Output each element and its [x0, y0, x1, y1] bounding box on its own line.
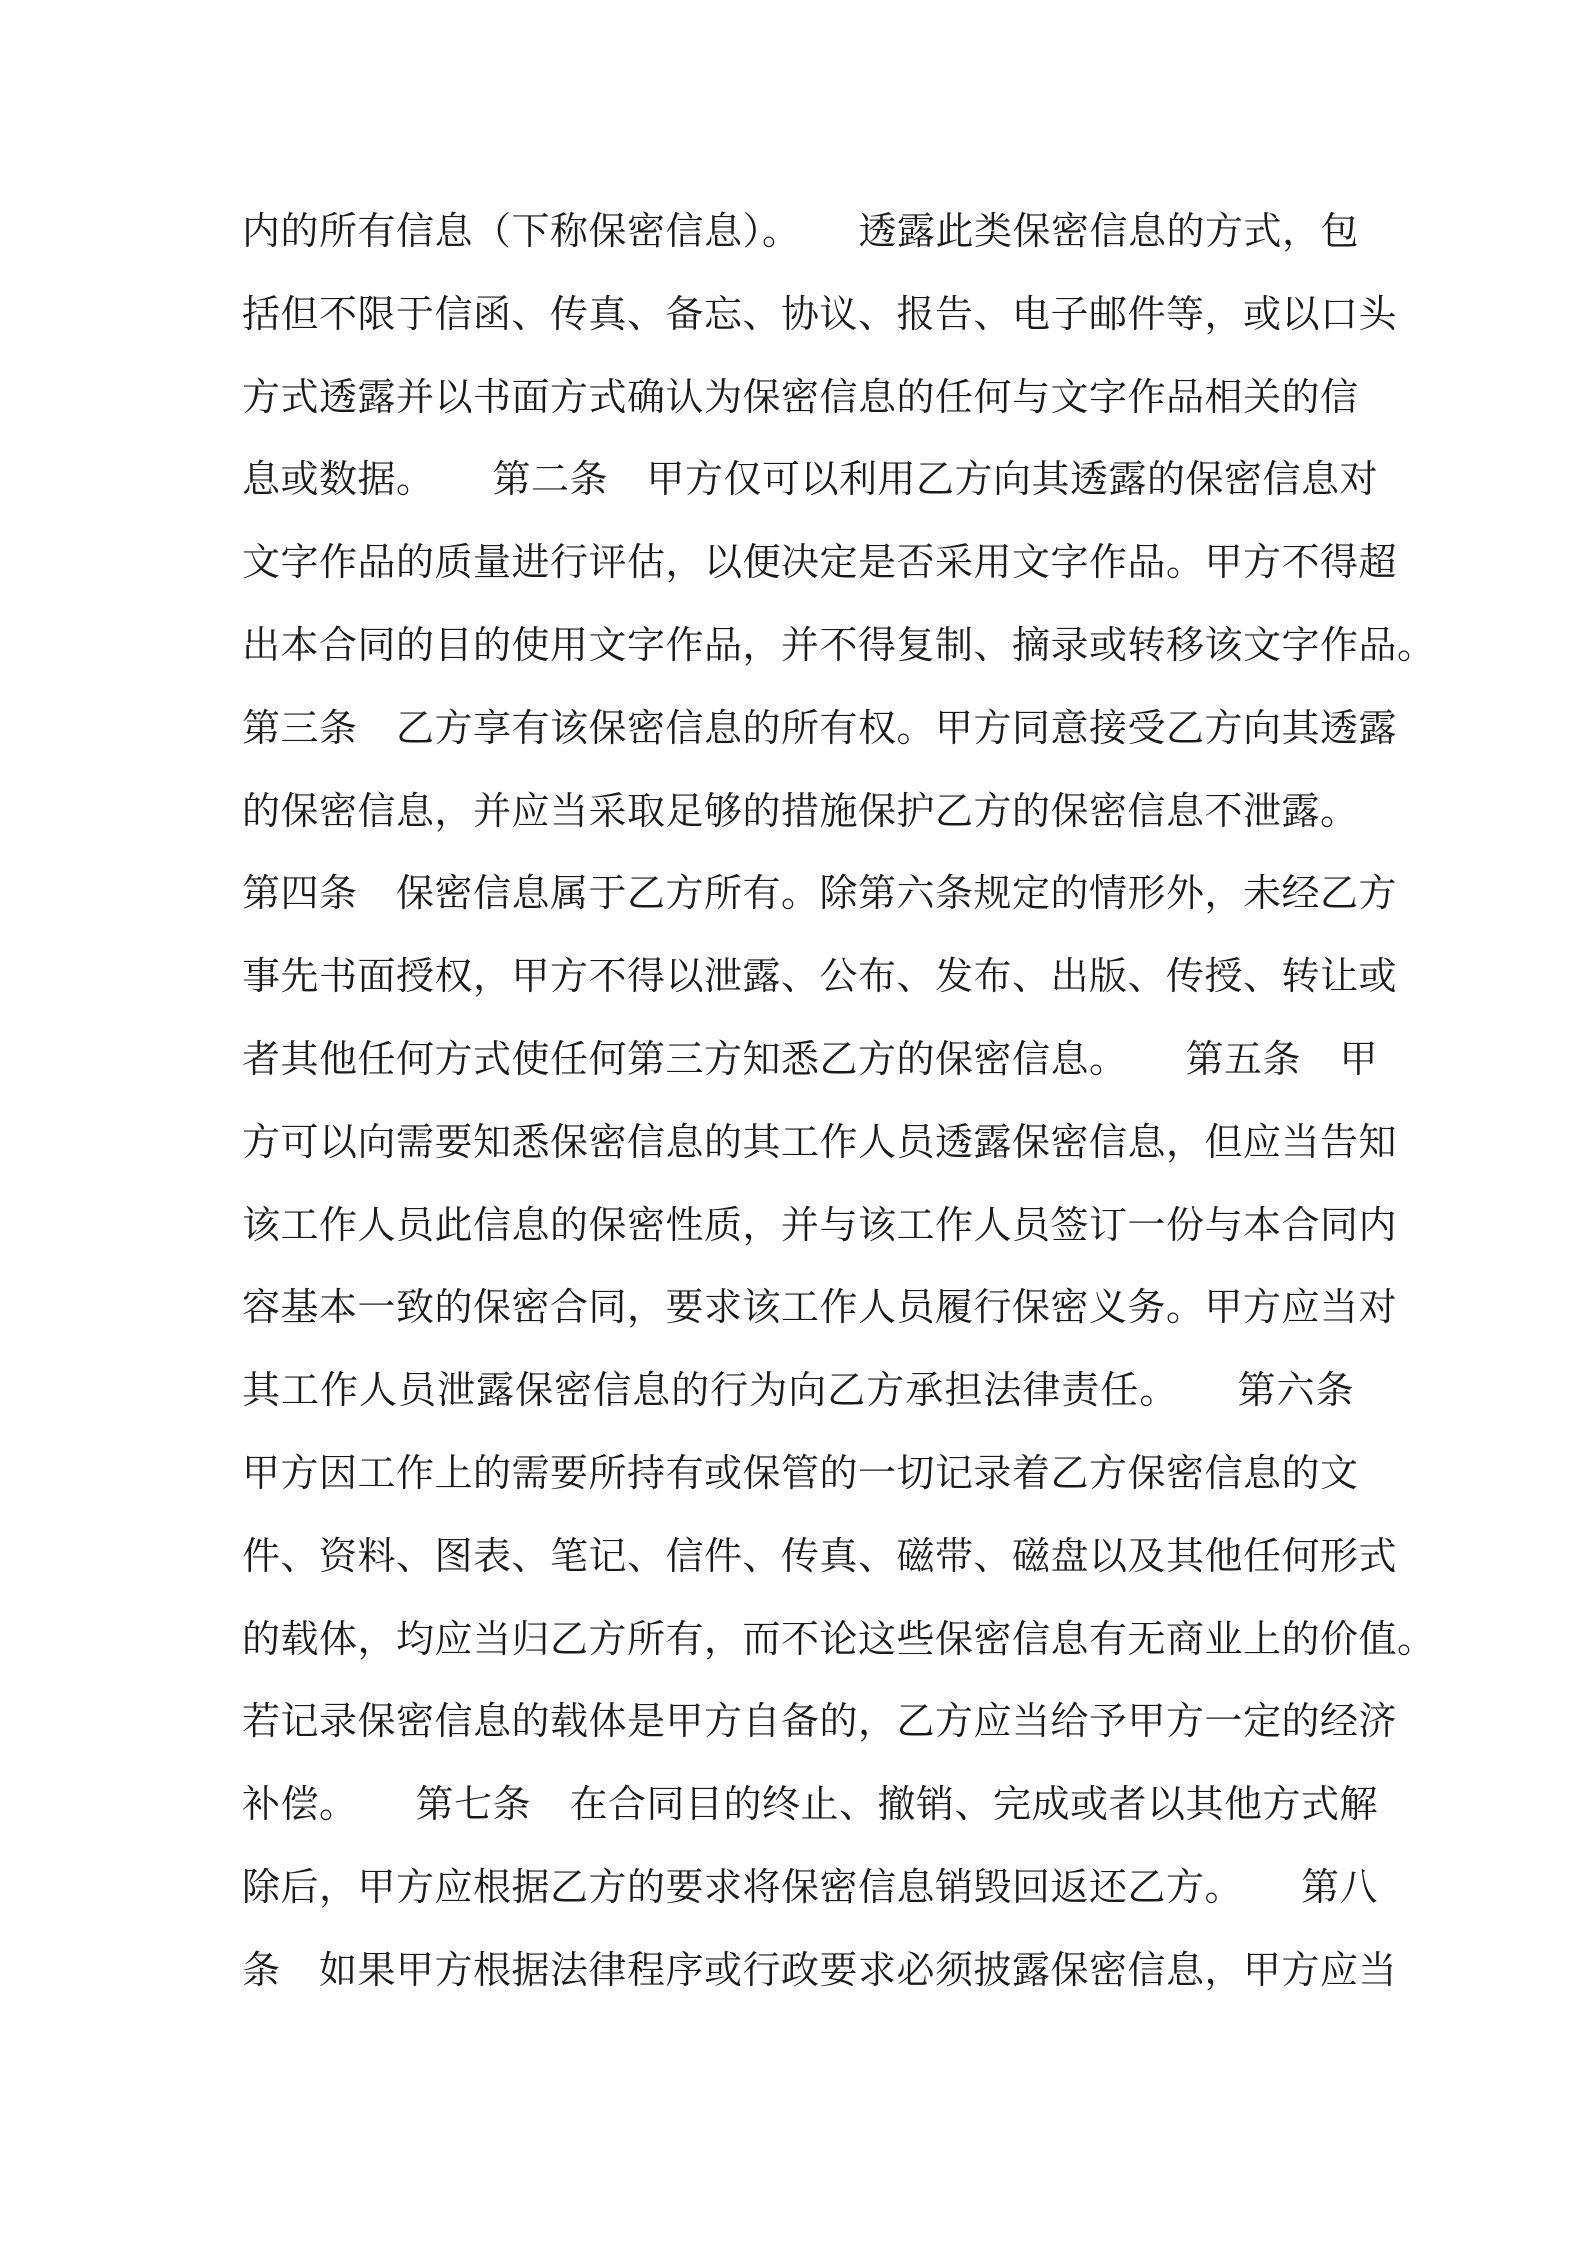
text-line: 件、资料、图表、笔记、信件、传真、磁带、磁盘以及其他任何形式 — [242, 1533, 1398, 1578]
text-line: 甲方因工作上的需要所持有或保管的一切记录着乙方保密信息的文 — [242, 1450, 1359, 1495]
text-line: 括但不限于信函、传真、备忘、协议、报告、电子邮件等，或以口头 — [242, 291, 1398, 336]
text-line: 方可以向需要知悉保密信息的其工作人员透露保密信息，但应当告知 — [242, 1119, 1398, 1164]
text-line: 息或数据。 第二条 甲方仅可以利用乙方向其透露的保密信息对 — [242, 457, 1379, 502]
text-line: 的保密信息，并应当采取足够的措施保护乙方的保密信息不泄露。 — [242, 788, 1359, 833]
text-line: 除后，甲方应根据乙方的要求将保密信息销毁回返还乙方。 第八 — [242, 1864, 1379, 1909]
text-line: 者其他任何方式使任何第三方知悉乙方的保密信息。 第五条 甲 — [242, 1036, 1379, 1081]
text-line: 方式透露并以书面方式确认为保密信息的任何与文字作品相关的信 — [242, 374, 1359, 419]
text-line: 内的所有信息（下称保密信息）。 透露此类保密信息的方式，包 — [242, 209, 1360, 253]
text-line: 的载体，均应当归乙方所有，而不论这些保密信息有无商业上的价值。 — [242, 1616, 1436, 1661]
text-line: 该工作人员此信息的保密性质，并与该工作人员签订一份与本合同内 — [242, 1202, 1398, 1247]
text-line: 第四条 保密信息属于乙方所有。除第六条规定的情形外，未经乙方 — [242, 871, 1398, 916]
text-line: 条 如果甲方根据法律程序或行政要求必须披露保密信息，甲方应当 — [242, 1947, 1398, 1992]
text-line: 若记录保密信息的载体是甲方自备的，乙方应当给予甲方一定的经济 — [242, 1699, 1398, 1744]
text-line: 出本合同的目的使用文字作品，并不得复制、摘录或转移该文字作品。 — [242, 622, 1436, 667]
text-line: 事先书面授权，甲方不得以泄露、公布、发布、出版、传授、转让或 — [242, 954, 1398, 999]
text-line: 第三条 乙方享有该保密信息的所有权。甲方同意接受乙方向其透露 — [242, 705, 1398, 750]
text-line: 补偿。 第七条 在合同目的终止、撤销、完成或者以其他方式解 — [242, 1782, 1379, 1827]
text-line: 容基本一致的保密合同，要求该工作人员履行保密义务。甲方应当对 — [242, 1285, 1398, 1330]
contract-body-text — [242, 190, 1436, 2012]
text-line: 其工作人员泄露保密信息的行为向乙方承担法律责任。 第六条 — [242, 1368, 1354, 1413]
text-line: 文字作品的质量进行评估，以便决定是否采用文字作品。甲方不得超 — [242, 540, 1398, 585]
